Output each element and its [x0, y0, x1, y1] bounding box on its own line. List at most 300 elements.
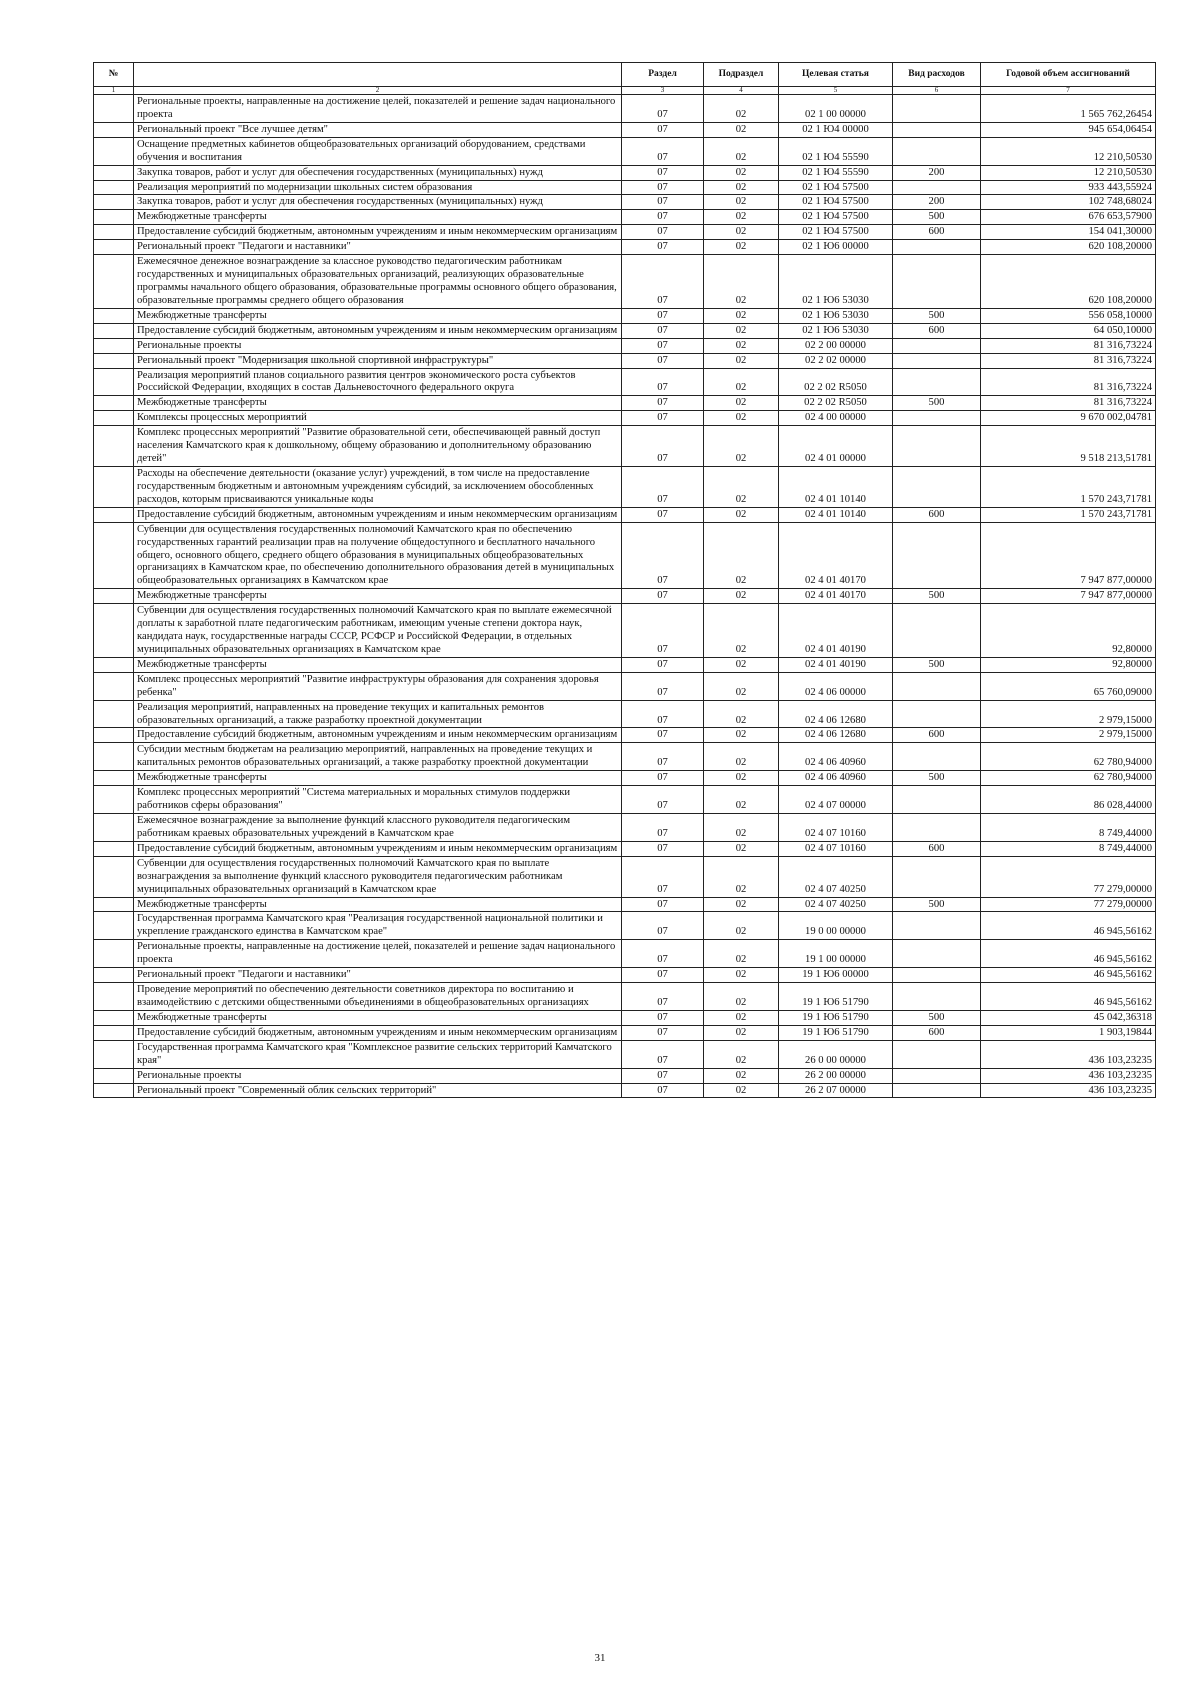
- cell-name: Реализация мероприятий по модернизации школьных систем образования: [134, 180, 622, 195]
- table-row: [94, 897, 1156, 912]
- cell-name: Комплексы процессных мероприятий: [134, 411, 622, 426]
- cell-name: Расходы на обеспечение деятельности (оказание услуг) учреждений, в том числе на предоставление государственным бюджетным и автономным учреждениям субсидий, за исключением обособленных расходов, которым присваиваются уникальные коды: [134, 466, 622, 507]
- cell-subsection: 02: [704, 1010, 779, 1025]
- cell-subsection: 02: [704, 411, 779, 426]
- cell-expense: [893, 137, 981, 165]
- cell-name: Комплекс процессных мероприятий "Развитие инфраструктуры образования для сохранения здоровья ребенка": [134, 672, 622, 700]
- cell-subsection: 02: [704, 912, 779, 940]
- cell-num: [94, 522, 134, 589]
- cell-num: [94, 1040, 134, 1068]
- cell-name: Реализация мероприятий, направленных на проведение текущих и капитальных ремонтов образовательных организаций, а также разработку проектной документации: [134, 700, 622, 728]
- table-row: [94, 507, 1156, 522]
- cell-name: Региональные проекты, направленные на достижение целей, показателей и решение задач национального проекта: [134, 940, 622, 968]
- cell-target: 02 4 06 40960: [779, 743, 893, 771]
- cell-expense: 200: [893, 195, 981, 210]
- cell-subsection: 02: [704, 195, 779, 210]
- table-row: [94, 841, 1156, 856]
- cell-target: 02 4 01 00000: [779, 426, 893, 467]
- cell-name: Предоставление субсидий бюджетным, автономным учреждениям и иным некоммерческим организациям: [134, 728, 622, 743]
- cell-num: [94, 507, 134, 522]
- table-row: [94, 122, 1156, 137]
- cell-name: Ежемесячное денежное вознаграждение за классное руководство педагогическим работникам государственных и муниципальных образовательных организаций, реализующих образовательные программы начального общего образования, образовательные программы основного общего образования, образовательные программы среднего общего образования: [134, 255, 622, 309]
- cell-amount: 436 103,23235: [981, 1068, 1156, 1083]
- cell-amount: 620 108,20000: [981, 240, 1156, 255]
- cell-name: Государственная программа Камчатского края "Комплексное развитие сельских территорий Камчатского края": [134, 1040, 622, 1068]
- cell-target: 02 4 06 12680: [779, 728, 893, 743]
- cell-name: Предоставление субсидий бюджетным, автономным учреждениям и иным некоммерческим организациям: [134, 1025, 622, 1040]
- cell-subsection: 02: [704, 589, 779, 604]
- column-number: 3: [622, 87, 704, 95]
- header-subsection: Подраздел: [704, 63, 779, 87]
- cell-num: [94, 841, 134, 856]
- cell-amount: 86 028,44000: [981, 786, 1156, 814]
- cell-amount: 620 108,20000: [981, 255, 1156, 309]
- cell-name: Закупка товаров, работ и услуг для обеспечения государственных (муниципальных) нужд: [134, 195, 622, 210]
- cell-num: [94, 323, 134, 338]
- table-row: [94, 657, 1156, 672]
- cell-subsection: 02: [704, 897, 779, 912]
- cell-num: [94, 940, 134, 968]
- cell-subsection: 02: [704, 1068, 779, 1083]
- cell-target: 02 1 Ю4 00000: [779, 122, 893, 137]
- cell-num: [94, 338, 134, 353]
- cell-name: Региональный проект "Современный облик сельских территорий": [134, 1083, 622, 1098]
- cell-amount: 154 041,30000: [981, 225, 1156, 240]
- cell-num: [94, 771, 134, 786]
- cell-amount: 556 058,10000: [981, 308, 1156, 323]
- header-amount: Годовой объем ассигнований: [981, 63, 1156, 87]
- cell-target: 19 1 Ю6 00000: [779, 968, 893, 983]
- cell-section: 07: [622, 589, 704, 604]
- cell-target: 26 0 00 00000: [779, 1040, 893, 1068]
- cell-amount: 2 979,15000: [981, 700, 1156, 728]
- cell-target: 02 4 07 40250: [779, 897, 893, 912]
- cell-name: Региональный проект "Педагоги и наставники": [134, 240, 622, 255]
- cell-num: [94, 786, 134, 814]
- table-row: [94, 180, 1156, 195]
- column-number: 7: [981, 87, 1156, 95]
- cell-name: Предоставление субсидий бюджетным, автономным учреждениям и иным некоммерческим организациям: [134, 225, 622, 240]
- column-number: 6: [893, 87, 981, 95]
- cell-expense: 500: [893, 771, 981, 786]
- cell-expense: 500: [893, 897, 981, 912]
- cell-section: 07: [622, 396, 704, 411]
- budget-table: [93, 62, 1156, 1098]
- table-row: [94, 240, 1156, 255]
- table-body: [94, 95, 1156, 1098]
- cell-expense: 500: [893, 396, 981, 411]
- table-row: [94, 728, 1156, 743]
- cell-target: 02 1 Ю4 57500: [779, 195, 893, 210]
- table-row: [94, 940, 1156, 968]
- cell-name: Предоставление субсидий бюджетным, автономным учреждениям и иным некоммерческим организациям: [134, 841, 622, 856]
- cell-section: 07: [622, 122, 704, 137]
- cell-num: [94, 353, 134, 368]
- cell-amount: 12 210,50530: [981, 165, 1156, 180]
- cell-section: 07: [622, 700, 704, 728]
- cell-num: [94, 165, 134, 180]
- cell-name: Оснащение предметных кабинетов общеобразовательных организаций оборудованием, средствами обучения и воспитания: [134, 137, 622, 165]
- cell-name: Предоставление субсидий бюджетным, автономным учреждениям и иным некоммерческим организациям: [134, 507, 622, 522]
- cell-target: 02 4 06 40960: [779, 771, 893, 786]
- cell-expense: [893, 522, 981, 589]
- cell-section: 07: [622, 353, 704, 368]
- cell-amount: 81 316,73224: [981, 368, 1156, 396]
- cell-expense: [893, 411, 981, 426]
- cell-target: 02 1 Ю4 57500: [779, 225, 893, 240]
- cell-section: 07: [622, 771, 704, 786]
- cell-amount: 945 654,06454: [981, 122, 1156, 137]
- cell-num: [94, 897, 134, 912]
- table-row: [94, 368, 1156, 396]
- table-row: [94, 983, 1156, 1011]
- cell-section: 07: [622, 912, 704, 940]
- table-row: [94, 210, 1156, 225]
- cell-amount: 77 279,00000: [981, 856, 1156, 897]
- cell-subsection: 02: [704, 323, 779, 338]
- cell-subsection: 02: [704, 856, 779, 897]
- cell-name: Субвенции для осуществления государственных полномочий Камчатского края по выплате вознаграждения за выполнение функций классного руководителя педагогическим работникам муниципальных образовательных организаций в Камчатском крае: [134, 856, 622, 897]
- cell-num: [94, 466, 134, 507]
- cell-section: 07: [622, 338, 704, 353]
- cell-expense: [893, 856, 981, 897]
- cell-expense: 600: [893, 323, 981, 338]
- cell-subsection: 02: [704, 771, 779, 786]
- cell-expense: [893, 814, 981, 842]
- header-section: Раздел: [622, 63, 704, 87]
- cell-amount: 81 316,73224: [981, 353, 1156, 368]
- cell-target: 02 1 Ю4 55590: [779, 165, 893, 180]
- cell-num: [94, 728, 134, 743]
- cell-section: 07: [622, 940, 704, 968]
- cell-num: [94, 983, 134, 1011]
- cell-amount: 45 042,36318: [981, 1010, 1156, 1025]
- cell-num: [94, 308, 134, 323]
- cell-subsection: 02: [704, 1025, 779, 1040]
- cell-expense: [893, 368, 981, 396]
- cell-subsection: 02: [704, 814, 779, 842]
- column-number: 1: [94, 87, 134, 95]
- cell-expense: [893, 255, 981, 309]
- cell-target: 02 4 07 10160: [779, 841, 893, 856]
- cell-subsection: 02: [704, 137, 779, 165]
- cell-section: 07: [622, 856, 704, 897]
- cell-subsection: 02: [704, 728, 779, 743]
- cell-amount: 92,80000: [981, 604, 1156, 658]
- cell-subsection: 02: [704, 165, 779, 180]
- cell-num: [94, 700, 134, 728]
- cell-section: 07: [622, 195, 704, 210]
- cell-amount: 46 945,56162: [981, 912, 1156, 940]
- cell-name: Ежемесячное вознаграждение за выполнение функций классного руководителя педагогическим работникам краевых образовательных учреждений в Камчатском крае: [134, 814, 622, 842]
- cell-subsection: 02: [704, 225, 779, 240]
- cell-expense: [893, 338, 981, 353]
- cell-num: [94, 814, 134, 842]
- cell-name: Субсидии местным бюджетам на реализацию мероприятий, направленных на проведение текущих и капитальных ремонтов образовательных организаций, а также разработку проектной документации: [134, 743, 622, 771]
- cell-subsection: 02: [704, 841, 779, 856]
- table-row: [94, 1025, 1156, 1040]
- table-row: [94, 743, 1156, 771]
- cell-num: [94, 1010, 134, 1025]
- cell-subsection: 02: [704, 180, 779, 195]
- cell-target: 02 4 06 12680: [779, 700, 893, 728]
- column-number: 5: [779, 87, 893, 95]
- cell-subsection: 02: [704, 338, 779, 353]
- cell-name: Межбюджетные трансферты: [134, 308, 622, 323]
- cell-expense: [893, 912, 981, 940]
- cell-expense: [893, 743, 981, 771]
- cell-name: Субвенции для осуществления государственных полномочий Камчатского края по выплате ежемесячной доплаты к заработной плате педагогическим работникам, имеющим ученые степени доктора наук, кандидата наук, государственные награды СССР, РСФСР и Российской Федерации, в отдельных муниципальных образовательных организациях в Камчатском крае: [134, 604, 622, 658]
- cell-target: 02 4 01 10140: [779, 466, 893, 507]
- cell-amount: 65 760,09000: [981, 672, 1156, 700]
- cell-section: 07: [622, 323, 704, 338]
- cell-expense: [893, 700, 981, 728]
- cell-target: 02 1 Ю4 55590: [779, 137, 893, 165]
- cell-section: 07: [622, 411, 704, 426]
- cell-expense: [893, 786, 981, 814]
- column-number: 4: [704, 87, 779, 95]
- cell-amount: 77 279,00000: [981, 897, 1156, 912]
- cell-expense: [893, 604, 981, 658]
- cell-num: [94, 968, 134, 983]
- table-row: [94, 700, 1156, 728]
- cell-section: 07: [622, 240, 704, 255]
- cell-target: 02 2 00 00000: [779, 338, 893, 353]
- cell-section: 07: [622, 308, 704, 323]
- cell-expense: 600: [893, 1025, 981, 1040]
- cell-expense: 500: [893, 1010, 981, 1025]
- table-row: [94, 968, 1156, 983]
- cell-expense: 600: [893, 225, 981, 240]
- table-row: [94, 255, 1156, 309]
- cell-subsection: 02: [704, 308, 779, 323]
- cell-amount: 676 653,57900: [981, 210, 1156, 225]
- cell-amount: 8 749,44000: [981, 841, 1156, 856]
- cell-section: 07: [622, 1083, 704, 1098]
- cell-section: 07: [622, 426, 704, 467]
- cell-name: Закупка товаров, работ и услуг для обеспечения государственных (муниципальных) нужд: [134, 165, 622, 180]
- cell-name: Государственная программа Камчатского края "Реализация государственной национальной политики и укрепление гражданского единства в Камчатском крае": [134, 912, 622, 940]
- cell-section: 07: [622, 255, 704, 309]
- cell-target: 02 4 01 40170: [779, 522, 893, 589]
- cell-amount: 46 945,56162: [981, 983, 1156, 1011]
- cell-amount: 46 945,56162: [981, 940, 1156, 968]
- cell-num: [94, 195, 134, 210]
- cell-section: 07: [622, 1068, 704, 1083]
- cell-expense: [893, 968, 981, 983]
- cell-target: 02 2 02 R5050: [779, 396, 893, 411]
- cell-target: 02 1 Ю4 57500: [779, 210, 893, 225]
- cell-target: 02 4 07 00000: [779, 786, 893, 814]
- cell-name: Межбюджетные трансферты: [134, 897, 622, 912]
- cell-expense: [893, 180, 981, 195]
- table-row: [94, 771, 1156, 786]
- cell-amount: 81 316,73224: [981, 338, 1156, 353]
- header-row: [94, 63, 1156, 87]
- cell-num: [94, 240, 134, 255]
- cell-section: 07: [622, 1025, 704, 1040]
- table-row: [94, 308, 1156, 323]
- cell-amount: 436 103,23235: [981, 1040, 1156, 1068]
- cell-subsection: 02: [704, 743, 779, 771]
- cell-section: 07: [622, 786, 704, 814]
- table-row: [94, 225, 1156, 240]
- cell-num: [94, 225, 134, 240]
- cell-amount: 1 903,19844: [981, 1025, 1156, 1040]
- cell-name: Реализация мероприятий планов социального развития центров экономического роста субъектов Российской Федерации, входящих в состав Дальневосточного федерального округа: [134, 368, 622, 396]
- cell-expense: [893, 1068, 981, 1083]
- cell-expense: [893, 1083, 981, 1098]
- cell-name: Межбюджетные трансферты: [134, 771, 622, 786]
- table-row: [94, 1010, 1156, 1025]
- cell-num: [94, 912, 134, 940]
- cell-amount: 8 749,44000: [981, 814, 1156, 842]
- table-row: [94, 1083, 1156, 1098]
- cell-expense: 600: [893, 841, 981, 856]
- cell-section: 07: [622, 743, 704, 771]
- table-row: [94, 604, 1156, 658]
- cell-expense: 600: [893, 507, 981, 522]
- cell-amount: 64 050,10000: [981, 323, 1156, 338]
- cell-expense: [893, 122, 981, 137]
- table-row: [94, 589, 1156, 604]
- cell-name: Межбюджетные трансферты: [134, 589, 622, 604]
- cell-name: Региональные проекты: [134, 1068, 622, 1083]
- cell-amount: 1 565 762,26454: [981, 95, 1156, 123]
- cell-expense: [893, 353, 981, 368]
- cell-target: 19 1 Ю6 51790: [779, 1025, 893, 1040]
- cell-subsection: 02: [704, 604, 779, 658]
- cell-subsection: 02: [704, 95, 779, 123]
- cell-target: 02 1 Ю4 57500: [779, 180, 893, 195]
- cell-target: 02 4 01 40170: [779, 589, 893, 604]
- table-row: [94, 353, 1156, 368]
- cell-name: Межбюджетные трансферты: [134, 396, 622, 411]
- cell-section: 07: [622, 814, 704, 842]
- column-number: 2: [134, 87, 622, 95]
- cell-section: 07: [622, 225, 704, 240]
- cell-expense: 600: [893, 728, 981, 743]
- cell-amount: 62 780,94000: [981, 743, 1156, 771]
- cell-num: [94, 255, 134, 309]
- cell-num: [94, 672, 134, 700]
- cell-num: [94, 137, 134, 165]
- cell-section: 07: [622, 507, 704, 522]
- cell-expense: [893, 95, 981, 123]
- cell-num: [94, 604, 134, 658]
- cell-amount: 9 518 213,51781: [981, 426, 1156, 467]
- cell-amount: 46 945,56162: [981, 968, 1156, 983]
- cell-target: 19 1 Ю6 51790: [779, 983, 893, 1011]
- cell-target: 02 4 07 40250: [779, 856, 893, 897]
- cell-target: 02 4 07 10160: [779, 814, 893, 842]
- cell-name: Комплекс процессных мероприятий "Система материальных и моральных стимулов поддержки работников сферы образования": [134, 786, 622, 814]
- column-number-row: [94, 87, 1156, 95]
- cell-expense: 500: [893, 589, 981, 604]
- table-row: [94, 856, 1156, 897]
- cell-name: Межбюджетные трансферты: [134, 210, 622, 225]
- cell-num: [94, 1025, 134, 1040]
- cell-target: 02 4 01 10140: [779, 507, 893, 522]
- cell-amount: 12 210,50530: [981, 137, 1156, 165]
- cell-expense: [893, 1040, 981, 1068]
- cell-target: 02 1 Ю6 53030: [779, 323, 893, 338]
- cell-amount: 92,80000: [981, 657, 1156, 672]
- cell-expense: [893, 940, 981, 968]
- cell-name: Межбюджетные трансферты: [134, 657, 622, 672]
- cell-subsection: 02: [704, 426, 779, 467]
- table-row: [94, 95, 1156, 123]
- cell-subsection: 02: [704, 122, 779, 137]
- cell-name: Предоставление субсидий бюджетным, автономным учреждениям и иным некоммерческим организациям: [134, 323, 622, 338]
- cell-num: [94, 180, 134, 195]
- table-row: [94, 411, 1156, 426]
- cell-section: 07: [622, 657, 704, 672]
- table-row: [94, 786, 1156, 814]
- cell-subsection: 02: [704, 968, 779, 983]
- cell-target: 26 2 07 00000: [779, 1083, 893, 1098]
- cell-subsection: 02: [704, 1083, 779, 1098]
- cell-subsection: 02: [704, 672, 779, 700]
- cell-num: [94, 589, 134, 604]
- cell-section: 07: [622, 728, 704, 743]
- cell-name: Проведение мероприятий по обеспечению деятельности советников директора по воспитанию и взаимодействию с детскими общественными объединениями в общеобразовательных организациях: [134, 983, 622, 1011]
- cell-name: Региональный проект "Модернизация школьной спортивной инфраструктуры": [134, 353, 622, 368]
- table-row: [94, 426, 1156, 467]
- cell-section: 07: [622, 897, 704, 912]
- cell-target: 02 1 Ю6 00000: [779, 240, 893, 255]
- cell-amount: 62 780,94000: [981, 771, 1156, 786]
- table-row: [94, 672, 1156, 700]
- cell-target: 19 1 Ю6 51790: [779, 1010, 893, 1025]
- cell-subsection: 02: [704, 210, 779, 225]
- cell-target: 26 2 00 00000: [779, 1068, 893, 1083]
- cell-subsection: 02: [704, 786, 779, 814]
- cell-num: [94, 95, 134, 123]
- table-row: [94, 1040, 1156, 1068]
- cell-num: [94, 426, 134, 467]
- cell-num: [94, 657, 134, 672]
- cell-amount: 7 947 877,00000: [981, 589, 1156, 604]
- cell-section: 07: [622, 983, 704, 1011]
- table-row: [94, 814, 1156, 842]
- header-expense: Вид расходов: [893, 63, 981, 87]
- cell-target: 02 2 02 R5050: [779, 368, 893, 396]
- cell-amount: 7 947 877,00000: [981, 522, 1156, 589]
- cell-subsection: 02: [704, 983, 779, 1011]
- table-row: [94, 165, 1156, 180]
- cell-expense: [893, 983, 981, 1011]
- cell-section: 07: [622, 137, 704, 165]
- cell-target: 02 4 01 40190: [779, 657, 893, 672]
- cell-name: Межбюджетные трансферты: [134, 1010, 622, 1025]
- cell-section: 07: [622, 210, 704, 225]
- cell-target: 19 1 00 00000: [779, 940, 893, 968]
- cell-amount: 9 670 002,04781: [981, 411, 1156, 426]
- cell-expense: 500: [893, 308, 981, 323]
- cell-amount: 933 443,55924: [981, 180, 1156, 195]
- cell-subsection: 02: [704, 240, 779, 255]
- table-row: [94, 396, 1156, 411]
- table-row: [94, 912, 1156, 940]
- table-row: [94, 466, 1156, 507]
- cell-name: Региональные проекты: [134, 338, 622, 353]
- cell-section: 07: [622, 180, 704, 195]
- table-row: [94, 195, 1156, 210]
- cell-expense: [893, 672, 981, 700]
- table-row: [94, 522, 1156, 589]
- cell-section: 07: [622, 841, 704, 856]
